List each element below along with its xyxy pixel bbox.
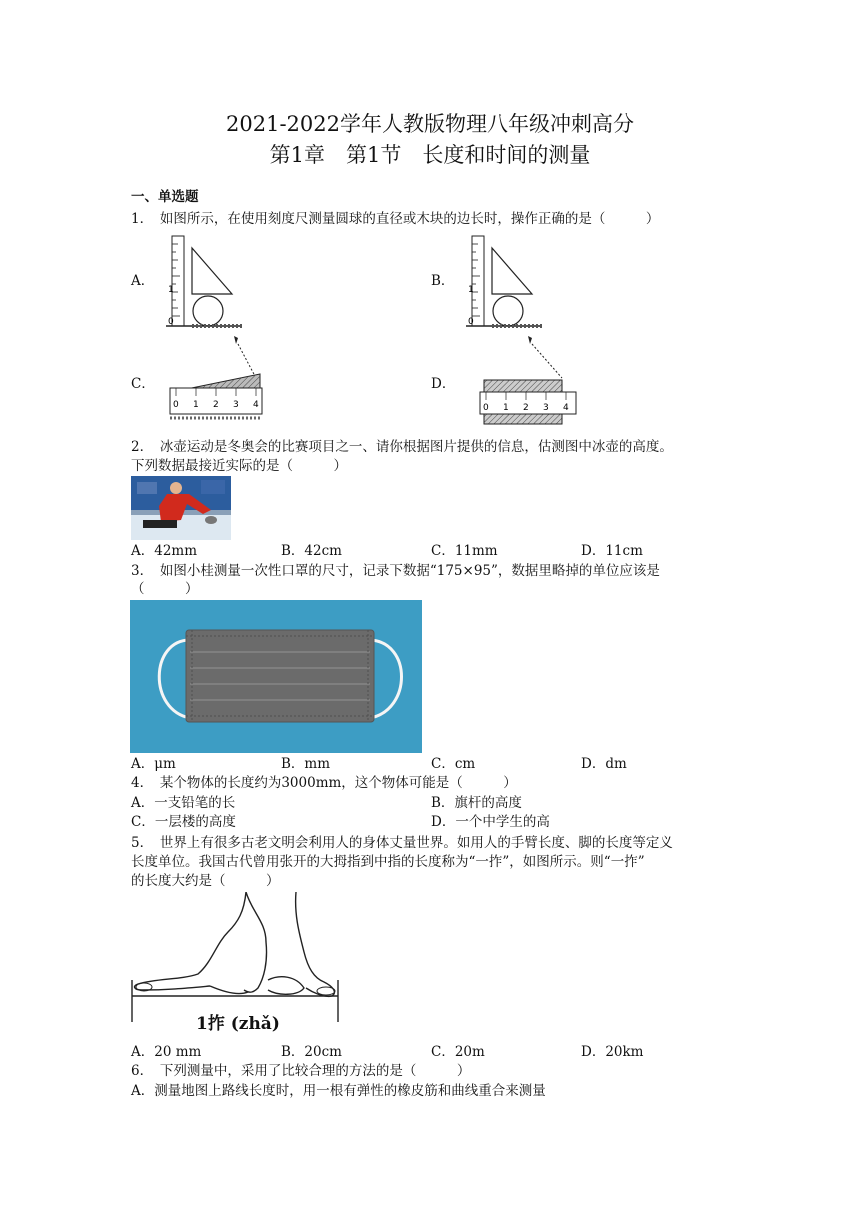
q5-option-b: B．20cm: [281, 1044, 342, 1060]
q5-option-d: D．20km: [581, 1044, 644, 1060]
tick-label: 1: [193, 400, 199, 410]
q3-stem-line1: 3． 如图小桂测量一次性口罩的尺寸，记录下数据“175×95”，数据里略掉的单位应该是: [131, 563, 660, 579]
q4-option-d: D．一个中学生的高: [431, 814, 550, 830]
q2-stem-line2: 下列数据最接近实际的是（ ）: [131, 458, 347, 474]
q2-option-c: C．11mm: [431, 543, 498, 559]
q6-option-a: A．测量地图上路线长度时，用一根有弹性的橡皮筋和曲线重合来测量: [131, 1083, 546, 1099]
q4-stem: 4． 某个物体的长度约为3000mm，这个物体可能是（ ）: [131, 775, 517, 791]
q1-option-a-label: A．: [131, 273, 155, 289]
q2-option-a: A．42mm: [131, 543, 198, 559]
eye-icon: [528, 336, 532, 344]
tick-label: 0: [483, 403, 489, 413]
tick-label: 0: [468, 317, 474, 327]
q5-stem-line2: 长度单位。我国古代曾用张开的大拇指到中指的长度称为“一拃”，如图所示。则“一拃”: [131, 854, 645, 870]
q5-option-c: C．20m: [431, 1044, 485, 1060]
tick-label: 2: [523, 403, 529, 413]
curling-photo: [131, 476, 231, 540]
q2-option-d: D．11cm: [581, 543, 643, 559]
q3-option-c: C．cm: [431, 756, 476, 772]
q3-stem-line2: （ ）: [131, 581, 199, 597]
tick-label: 4: [253, 400, 259, 410]
q4-option-b: B．旗杆的高度: [431, 795, 522, 811]
q1-option-c-label: C．: [131, 376, 155, 392]
hand-span-label: 1拃 (zhǎ): [196, 1014, 280, 1034]
page-subtitle: 第1章 第1节 长度和时间的测量: [269, 143, 591, 167]
q3-option-a: A．μm: [131, 756, 176, 772]
q2-option-b: B．42cm: [281, 543, 342, 559]
tick-label: 0: [168, 317, 174, 327]
q1-option-b-label: B．: [431, 273, 455, 289]
q1-figure-a: [162, 234, 246, 332]
tick-label: 3: [543, 403, 549, 413]
q1-figure-b: [462, 234, 546, 332]
tick-label: 3: [233, 400, 239, 410]
tick-label: 2: [213, 400, 219, 410]
q4-option-c: C．一层楼的高度: [131, 814, 236, 830]
eye-icon: [234, 336, 238, 344]
q1-figure-c: [166, 334, 266, 430]
q1-option-d-label: D．: [431, 376, 456, 392]
q5-stem-line1: 5． 世界上有很多古老文明会利用人的身体丈量世界。如用人的手臂长度、脚的长度等定义: [131, 835, 673, 851]
tick-label: 1: [503, 403, 509, 413]
section-heading: 一、单选题: [131, 189, 199, 205]
q5-stem-line3: 的长度大约是（ ）: [131, 873, 280, 889]
q5-option-a: A．20 mm: [131, 1044, 202, 1060]
page-title: 2021-2022学年人教版物理八年级冲刺高分: [226, 112, 634, 136]
tick-label: 1: [168, 285, 174, 295]
tick-label: 1: [468, 285, 474, 295]
q2-stem-line1: 2． 冰壶运动是冬奥会的比赛项目之一、请你根据图片提供的信息，估测图中冰壶的高度。: [131, 439, 673, 455]
q3-option-d: D．dm: [581, 756, 627, 772]
q3-option-b: B．mm: [281, 756, 331, 772]
q4-option-a: A．一支铅笔的长: [131, 795, 236, 811]
q1-stem: 1． 如图所示，在使用刻度尺测量圆球的直径或木块的边长时，操作正确的是（ ）: [131, 211, 660, 227]
hand-span-figure: [128, 892, 344, 1022]
mask-photo: [130, 600, 422, 753]
q1-figure-d: [476, 334, 580, 430]
tick-label: 4: [563, 403, 569, 413]
q6-stem: 6． 下列测量中，采用了比较合理的方法的是（ ）: [131, 1063, 471, 1079]
tick-label: 0: [173, 400, 179, 410]
